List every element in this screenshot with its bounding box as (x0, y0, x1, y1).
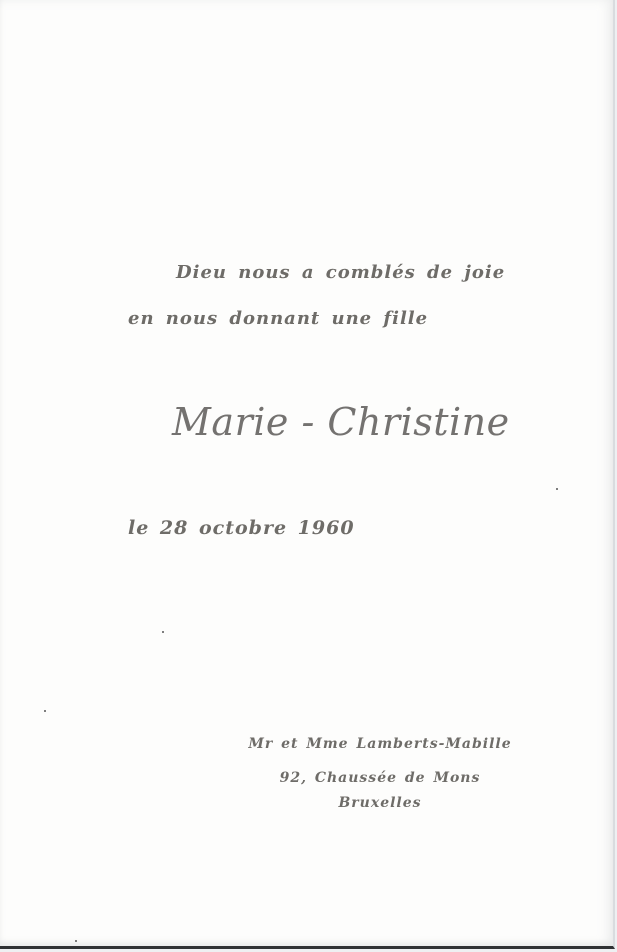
paper-speck (44, 710, 46, 712)
sender-names: Mr et Mme Lamberts-Mabille (248, 736, 512, 752)
sender-city: Bruxelles (338, 795, 422, 811)
announcement-line-1: Dieu nous a comblés de joie (176, 262, 506, 283)
child-name: Marie - Christine (172, 400, 510, 444)
paper-speck (556, 488, 558, 490)
paper-speck (162, 631, 164, 633)
birth-date: le 28 octobre 1960 (128, 517, 355, 539)
sender-street: 92, Chaussée de Mons (279, 770, 481, 786)
announcement-line-2: en nous donnant une fille (128, 308, 429, 329)
paper-speck (75, 940, 77, 942)
